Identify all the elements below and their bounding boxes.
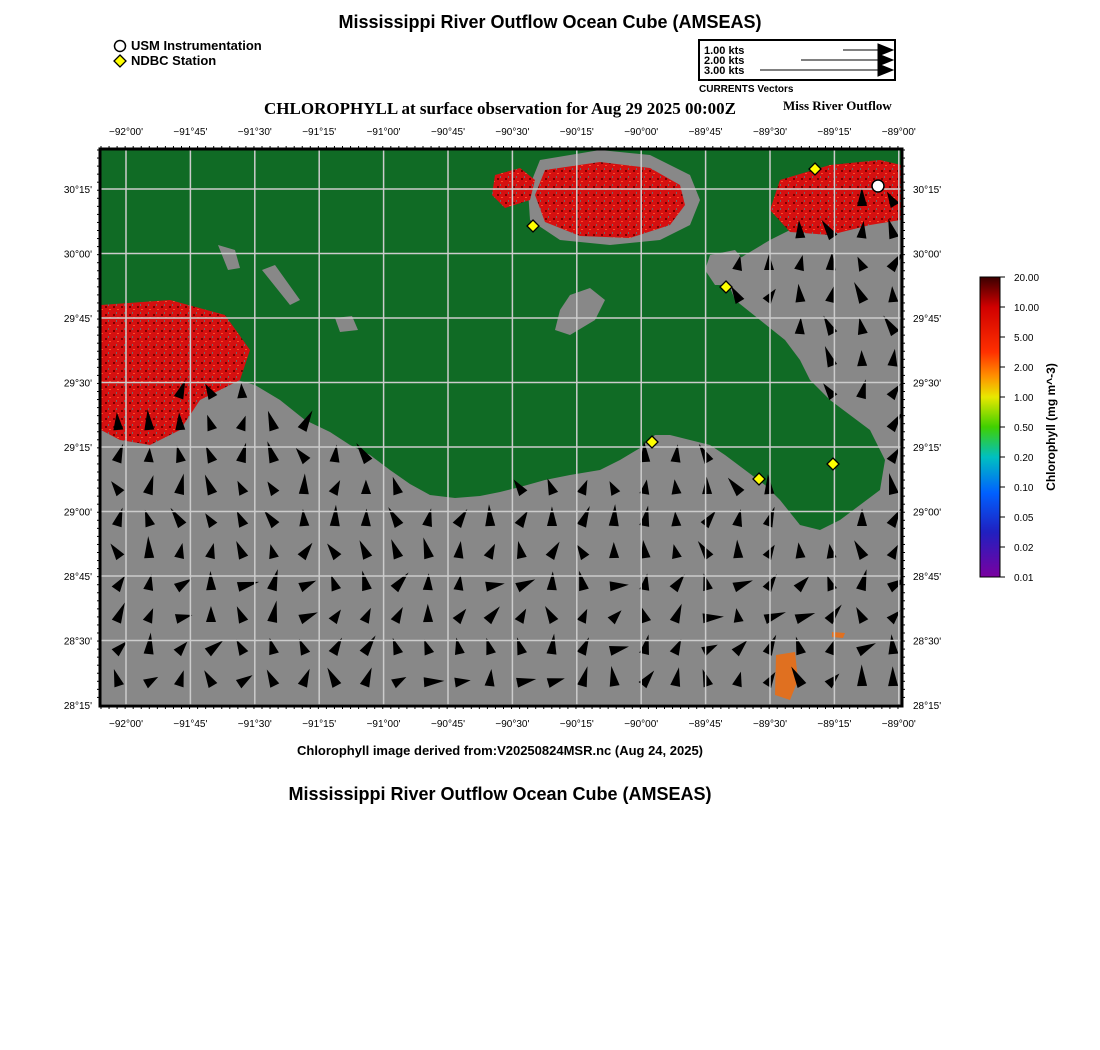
- x-tick-label: −91°30': [237, 719, 272, 730]
- x-tick-label: −90°15': [559, 719, 594, 730]
- x-tick-label: −91°45': [173, 719, 208, 730]
- x-tick-label: −89°15': [817, 127, 852, 138]
- top-title: Mississippi River Outflow Ocean Cube (AMSEAS): [338, 12, 762, 32]
- vector-scale-1: 1.00 kts: [704, 45, 745, 57]
- x-tick-label: −89°00': [881, 127, 916, 138]
- y-tick-label: 29°30': [63, 378, 92, 390]
- colorbar-tick-label: 0.02: [1014, 543, 1034, 554]
- y-tick-label: 28°30': [63, 636, 92, 648]
- map-title: CHLOROPHYLL at surface observation for Aug 29 2025 00:00Z: [264, 99, 736, 118]
- vector-scale-2: 2.00 kts: [704, 55, 745, 67]
- colorbar-gradient: [980, 277, 1000, 577]
- y-tick-label: 29°45': [63, 314, 92, 325]
- x-tick-label: −89°15': [817, 719, 852, 730]
- colorbar-tick-label: 0.50: [1014, 423, 1034, 434]
- x-tick-label: −89°45': [688, 719, 723, 730]
- y-tick-label: 29°45': [913, 314, 942, 325]
- y-tick-label: 28°30': [913, 636, 942, 648]
- y-tick-label: 28°45': [63, 572, 92, 583]
- x-tick-label: −90°00': [624, 127, 659, 138]
- y-tick-label: 29°30': [913, 378, 942, 390]
- y-tick-label: 29°00': [63, 507, 92, 519]
- y-tick-label: 29°00': [913, 507, 942, 519]
- y-tick-label: 29°15': [63, 443, 92, 454]
- x-tick-label: −91°45': [173, 127, 208, 138]
- y-tick-label: 30°15': [913, 185, 942, 196]
- source-note: Chlorophyll image derived from:V20250824MSR.nc (Aug 24, 2025): [296, 743, 704, 758]
- usm-station-marker[interactable]: [872, 180, 884, 192]
- colorbar-tick-label: 0.20: [1014, 453, 1034, 464]
- colorbar-tick-label: 20.00: [1014, 273, 1040, 284]
- x-tick-label: −92°00': [109, 127, 143, 138]
- x-tick-label: −90°45': [431, 719, 465, 730]
- colorbar-ticks: [1000, 273, 1039, 584]
- y-tick-label: 30°15': [63, 185, 92, 196]
- x-tick-label: −90°15': [559, 127, 594, 138]
- x-tick-label: −91°00': [366, 127, 401, 138]
- y-tick-label: 29°15': [913, 443, 942, 454]
- x-tick-label: −90°30': [495, 127, 530, 138]
- x-tick-label: −90°30': [495, 719, 530, 730]
- x-tick-label: −89°45': [688, 127, 723, 138]
- x-tick-label: −91°30': [237, 127, 272, 138]
- usm-legend-label: USM Instrumentation: [131, 38, 262, 53]
- x-tick-label: −89°30': [753, 719, 787, 730]
- colorbar-label: Chlorophyll (mg m^-3): [1044, 363, 1058, 491]
- x-tick-label: −89°00': [881, 719, 916, 730]
- x-tick-label: −91°00': [366, 719, 401, 730]
- vector-scale-3: 3.00 kts: [704, 65, 745, 77]
- ndbc-legend-label: NDBC Station: [131, 53, 217, 68]
- vectors-title: CURRENTS Vectors: [699, 84, 794, 95]
- x-tick-label: −89°30': [753, 127, 787, 138]
- y-tick-label: 28°45': [913, 572, 942, 583]
- y-tick-label: 30°00': [913, 249, 942, 261]
- colorbar-tick-label: 0.05: [1014, 513, 1034, 524]
- colorbar-tick-label: 10.00: [1014, 303, 1040, 314]
- x-tick-label: −92°00': [109, 719, 143, 730]
- colorbar-tick-label: 1.00: [1014, 393, 1034, 404]
- colorbar-tick-label: 2.00: [1014, 363, 1034, 374]
- x-tick-label: −90°00': [624, 719, 659, 730]
- colorbar-tick-label: 5.00: [1014, 333, 1034, 344]
- y-tick-label: 28°15': [913, 701, 942, 712]
- x-tick-label: −90°45': [431, 127, 465, 138]
- y-tick-label: 30°00': [63, 249, 92, 261]
- x-tick-label: −91°15': [302, 719, 337, 730]
- colorbar-tick-label: 0.10: [1014, 483, 1034, 494]
- colorbar: [970, 270, 1080, 590]
- bottom-title: Mississippi River Outflow Ocean Cube (AMSEAS): [288, 784, 712, 804]
- map-area: [101, 150, 908, 705]
- x-tick-label: −91°15': [302, 127, 337, 138]
- region-label: Miss River Outflow: [783, 98, 892, 113]
- y-tick-label: 28°15': [63, 701, 92, 712]
- colorbar-tick-label: 0.01: [1014, 573, 1034, 584]
